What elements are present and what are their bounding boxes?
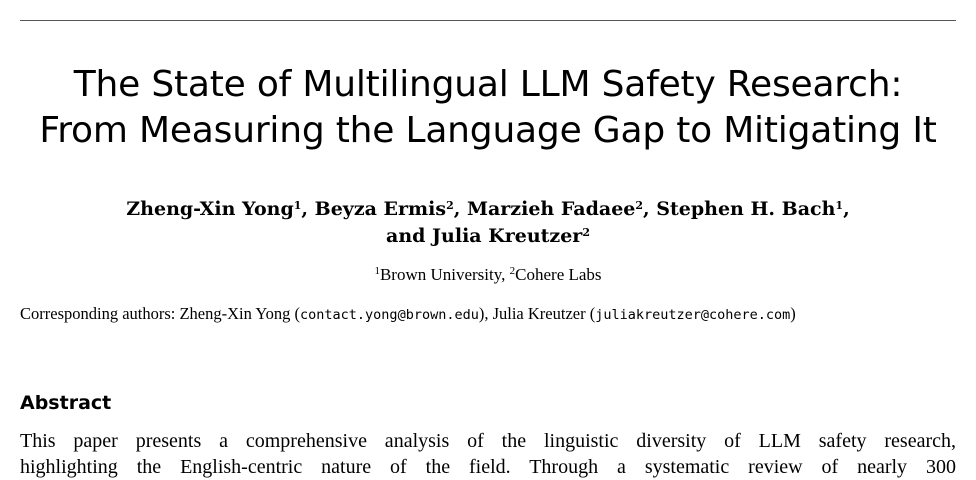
top-rule bbox=[20, 20, 956, 21]
abstract-line-1: This paper presents a comprehensive analysis of the linguistic diversity of LLM safety research, bbox=[20, 430, 956, 452]
affil-mark: 1 bbox=[374, 265, 380, 277]
author-name: and Julia Kreutzer bbox=[386, 225, 583, 247]
affil-name: Brown University bbox=[379, 265, 502, 284]
author-name: Stephen H. Bach bbox=[656, 198, 836, 220]
abstract-body bbox=[20, 428, 956, 480]
author-affil-mark: 2 bbox=[582, 226, 590, 239]
author-name: Beyza Ermis bbox=[314, 198, 447, 220]
abstract-line-2: highlighting the English-centric nature of the field. Through a systematic review of nearly 300 bbox=[20, 456, 956, 478]
affiliations: $^1$Brown University, $^2$Cohere Labs bbox=[374, 265, 602, 284]
affil-name: Cohere Labs bbox=[515, 265, 602, 284]
paper-title bbox=[0, 62, 976, 154]
author-name: Marzieh Fadaee bbox=[466, 198, 636, 220]
author-name: Zheng-Xin Yong bbox=[126, 198, 294, 220]
author-list bbox=[0, 196, 976, 250]
email-link-yong[interactable]: contact.yong@brown.edu bbox=[300, 307, 479, 323]
author-line-2 bbox=[0, 223, 976, 250]
author-affil-mark: 1 bbox=[293, 199, 302, 212]
author-affil-mark: 2 bbox=[446, 199, 454, 212]
title-line-1: The State of Multilingual LLM Safety Research: bbox=[73, 64, 903, 105]
author-affil-mark: 1 bbox=[835, 199, 844, 212]
author-affil-mark: 2 bbox=[635, 199, 644, 212]
title-line-2: From Measuring the Language Gap to Mitigating It bbox=[39, 110, 937, 151]
abstract-heading: Abstract bbox=[20, 392, 112, 414]
author-line-1: Zheng-Xin Yong$^1$, Beyza Ermis$^2$, Marzieh Fadaee$^2$, Stephen H. Bach$^1$, bbox=[126, 198, 850, 220]
email-link-kreutzer[interactable]: juliakreutzer@cohere.com bbox=[595, 307, 791, 323]
corresponding-authors: Corresponding authors: Zheng-Xin Yong (contact.yong@brown.edu), Julia Kreutzer (juliakreutzer@cohere.com) bbox=[20, 304, 796, 323]
affil-mark: 2 bbox=[509, 265, 516, 277]
